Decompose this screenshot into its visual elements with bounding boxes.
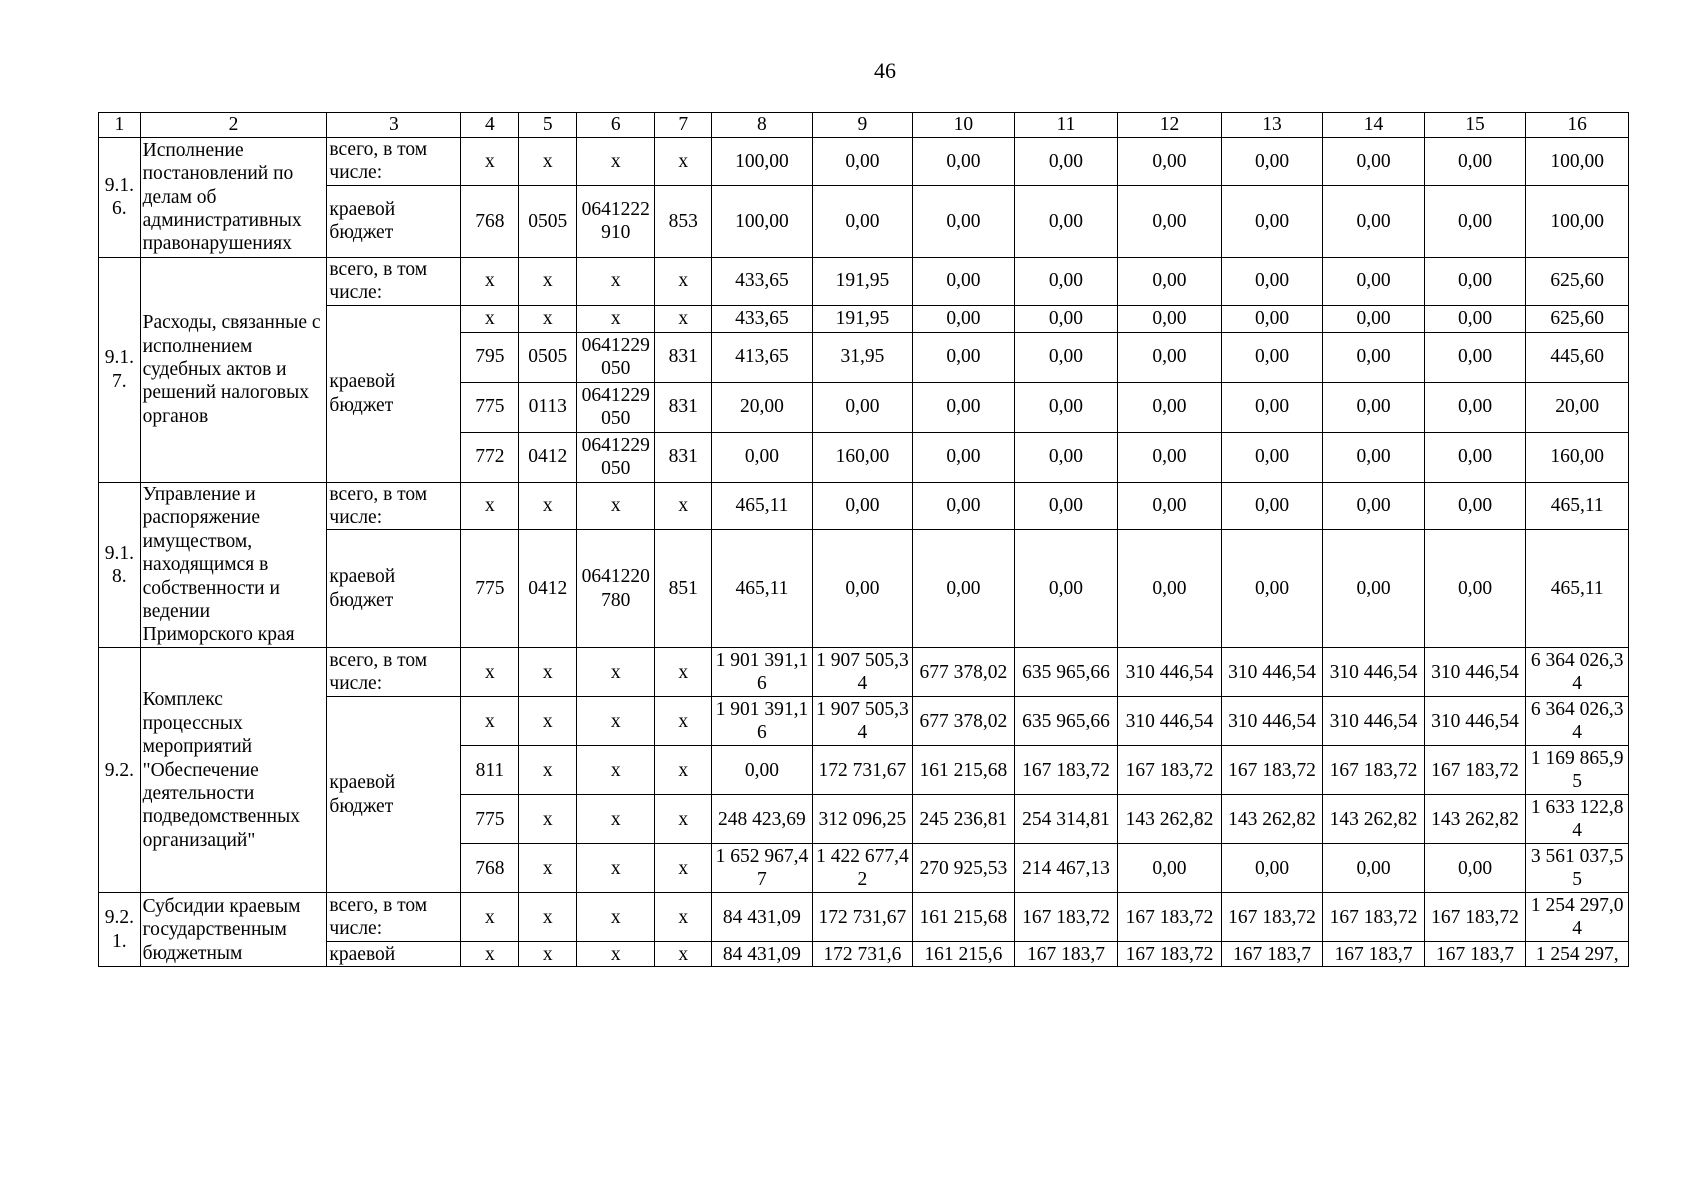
value-cell: 248 423,69 bbox=[712, 795, 813, 844]
page-number: 46 bbox=[874, 58, 896, 83]
budget-table bbox=[98, 112, 1629, 967]
code-cell: x bbox=[461, 305, 519, 332]
code-cell: x bbox=[577, 844, 655, 893]
code-cell: 0113 bbox=[519, 382, 577, 432]
table-row bbox=[99, 530, 1629, 648]
value-cell: 310 446,54 bbox=[1118, 697, 1222, 746]
value-cell: 310 446,54 bbox=[1221, 648, 1323, 697]
value-cell: 1 169 865,95 bbox=[1526, 746, 1629, 795]
code-cell: x bbox=[519, 305, 577, 332]
value-cell: 1 901 391,16 bbox=[712, 648, 813, 697]
code-cell: x bbox=[655, 746, 712, 795]
value-cell: 100,00 bbox=[712, 185, 813, 257]
header-cell: 3 bbox=[327, 113, 461, 138]
funding-source-cell: краевой bbox=[327, 942, 461, 967]
value-cell: 0,00 bbox=[712, 432, 813, 482]
value-cell: 0,00 bbox=[1118, 530, 1222, 648]
value-cell: 0,00 bbox=[1221, 138, 1323, 186]
value-cell: 310 446,54 bbox=[1424, 648, 1526, 697]
table-row bbox=[99, 648, 1629, 697]
code-cell: 831 bbox=[655, 432, 712, 482]
value-cell: 6 364 026,34 bbox=[1526, 697, 1629, 746]
code-cell: x bbox=[461, 893, 519, 942]
code-cell: 775 bbox=[461, 795, 519, 844]
value-cell: 172 731,6 bbox=[812, 942, 913, 967]
value-cell: 0,00 bbox=[812, 482, 913, 530]
code-cell: x bbox=[519, 893, 577, 942]
code-cell: x bbox=[519, 844, 577, 893]
value-cell: 0,00 bbox=[913, 185, 1015, 257]
value-cell: 3 561 037,55 bbox=[1526, 844, 1629, 893]
value-cell: 6 364 026,34 bbox=[1526, 648, 1629, 697]
code-cell: x bbox=[461, 648, 519, 697]
value-cell: 0,00 bbox=[913, 257, 1015, 305]
header-cell: 1 bbox=[99, 113, 141, 138]
value-cell: 143 262,82 bbox=[1323, 795, 1425, 844]
value-cell: 0,00 bbox=[1323, 844, 1425, 893]
section-name-cell: Исполнение постановлений по делам об административных правонарушениях bbox=[140, 138, 327, 258]
value-cell: 0,00 bbox=[1014, 185, 1118, 257]
value-cell: 0,00 bbox=[1424, 138, 1526, 186]
code-cell: 811 bbox=[461, 746, 519, 795]
value-cell: 0,00 bbox=[1221, 257, 1323, 305]
value-cell: 465,11 bbox=[712, 530, 813, 648]
code-cell: 795 bbox=[461, 332, 519, 382]
table-row bbox=[99, 893, 1629, 942]
code-cell: x bbox=[461, 257, 519, 305]
code-cell: x bbox=[655, 942, 712, 967]
value-cell: 0,00 bbox=[1221, 382, 1323, 432]
value-cell: 143 262,82 bbox=[1118, 795, 1222, 844]
value-cell: 310 446,54 bbox=[1323, 648, 1425, 697]
value-cell: 167 183,72 bbox=[1118, 893, 1222, 942]
value-cell: 635 965,66 bbox=[1014, 648, 1118, 697]
value-cell: 167 183,72 bbox=[1323, 893, 1425, 942]
value-cell: 84 431,09 bbox=[712, 893, 813, 942]
value-cell: 172 731,67 bbox=[812, 893, 913, 942]
value-cell: 172 731,67 bbox=[812, 746, 913, 795]
value-cell: 0,00 bbox=[913, 530, 1015, 648]
value-cell: 254 314,81 bbox=[1014, 795, 1118, 844]
value-cell: 167 183,72 bbox=[1221, 893, 1323, 942]
value-cell: 0,00 bbox=[913, 482, 1015, 530]
value-cell: 0,00 bbox=[1221, 844, 1323, 893]
code-cell: x bbox=[461, 697, 519, 746]
code-cell: x bbox=[655, 257, 712, 305]
code-cell: x bbox=[577, 795, 655, 844]
code-cell: x bbox=[577, 648, 655, 697]
value-cell: 433,65 bbox=[712, 305, 813, 332]
value-cell: 1 633 122,84 bbox=[1526, 795, 1629, 844]
value-cell: 310 446,54 bbox=[1424, 697, 1526, 746]
header-cell: 12 bbox=[1118, 113, 1222, 138]
table-row bbox=[99, 482, 1629, 530]
value-cell: 0,00 bbox=[1014, 482, 1118, 530]
value-cell: 100,00 bbox=[1526, 185, 1629, 257]
section-number-cell: 9.2. bbox=[99, 648, 141, 893]
value-cell: 0,00 bbox=[1014, 432, 1118, 482]
code-cell: 768 bbox=[461, 844, 519, 893]
section-name-cell: Комплекс процессных мероприятий "Обеспечение деятельности подведомственных организаций" bbox=[140, 648, 327, 893]
value-cell: 167 183,7 bbox=[1014, 942, 1118, 967]
table-row bbox=[99, 138, 1629, 186]
value-cell: 310 446,54 bbox=[1118, 648, 1222, 697]
value-cell: 413,65 bbox=[712, 332, 813, 382]
value-cell: 0,00 bbox=[1424, 257, 1526, 305]
code-cell: x bbox=[519, 795, 577, 844]
value-cell: 677 378,02 bbox=[913, 648, 1015, 697]
value-cell: 0,00 bbox=[1118, 844, 1222, 893]
funding-source-cell: всего, в том числе: bbox=[327, 257, 461, 305]
value-cell: 84 431,09 bbox=[712, 942, 813, 967]
value-cell: 0,00 bbox=[1323, 382, 1425, 432]
value-cell: 0,00 bbox=[1323, 257, 1425, 305]
code-cell: x bbox=[461, 482, 519, 530]
section-number-cell: 9.1.6. bbox=[99, 138, 141, 258]
code-cell: x bbox=[577, 305, 655, 332]
value-cell: 143 262,82 bbox=[1424, 795, 1526, 844]
code-cell: x bbox=[519, 138, 577, 186]
value-cell: 0,00 bbox=[1424, 382, 1526, 432]
section-number-cell: 9.1.8. bbox=[99, 482, 141, 648]
value-cell: 0,00 bbox=[1221, 305, 1323, 332]
code-cell: x bbox=[577, 482, 655, 530]
value-cell: 20,00 bbox=[712, 382, 813, 432]
value-cell: 161 215,68 bbox=[913, 893, 1015, 942]
value-cell: 167 183,72 bbox=[1424, 893, 1526, 942]
code-cell: 775 bbox=[461, 530, 519, 648]
header-cell: 7 bbox=[655, 113, 712, 138]
value-cell: 0,00 bbox=[812, 382, 913, 432]
value-cell: 0,00 bbox=[1424, 844, 1526, 893]
header-cell: 4 bbox=[461, 113, 519, 138]
value-cell: 161 215,6 bbox=[913, 942, 1015, 967]
value-cell: 1 652 967,47 bbox=[712, 844, 813, 893]
value-cell: 0,00 bbox=[913, 382, 1015, 432]
value-cell: 0,00 bbox=[1118, 185, 1222, 257]
funding-source-cell: краевой бюджет bbox=[327, 305, 461, 482]
code-cell: 0412 bbox=[519, 432, 577, 482]
header-cell: 13 bbox=[1221, 113, 1323, 138]
section-name-cell: Субсидии краевым государственным бюджетным bbox=[140, 893, 327, 967]
value-cell: 0,00 bbox=[712, 746, 813, 795]
value-cell: 1 254 297, bbox=[1526, 942, 1629, 967]
value-cell: 677 378,02 bbox=[913, 697, 1015, 746]
value-cell: 1 901 391,16 bbox=[712, 697, 813, 746]
code-cell: 851 bbox=[655, 530, 712, 648]
code-cell: x bbox=[655, 482, 712, 530]
value-cell: 167 183,7 bbox=[1221, 942, 1323, 967]
header-cell: 6 bbox=[577, 113, 655, 138]
value-cell: 625,60 bbox=[1526, 305, 1629, 332]
value-cell: 191,95 bbox=[812, 305, 913, 332]
value-cell: 191,95 bbox=[812, 257, 913, 305]
code-cell: x bbox=[519, 942, 577, 967]
code-cell: x bbox=[519, 482, 577, 530]
code-cell: x bbox=[655, 795, 712, 844]
value-cell: 0,00 bbox=[812, 185, 913, 257]
value-cell: 1 907 505,34 bbox=[812, 697, 913, 746]
value-cell: 0,00 bbox=[1014, 332, 1118, 382]
value-cell: 143 262,82 bbox=[1221, 795, 1323, 844]
value-cell: 0,00 bbox=[1323, 185, 1425, 257]
value-cell: 100,00 bbox=[1526, 138, 1629, 186]
value-cell: 0,00 bbox=[1014, 257, 1118, 305]
value-cell: 635 965,66 bbox=[1014, 697, 1118, 746]
code-cell: 0641229050 bbox=[577, 432, 655, 482]
code-cell: x bbox=[519, 648, 577, 697]
value-cell: 245 236,81 bbox=[913, 795, 1015, 844]
value-cell: 465,11 bbox=[712, 482, 813, 530]
code-cell: x bbox=[655, 844, 712, 893]
code-cell: x bbox=[655, 138, 712, 186]
value-cell: 0,00 bbox=[1323, 332, 1425, 382]
section-name-cell: Расходы, связанные с исполнением судебных актов и решений налоговых органов bbox=[140, 257, 327, 482]
value-cell: 0,00 bbox=[1014, 305, 1118, 332]
code-cell: 768 bbox=[461, 185, 519, 257]
value-cell: 445,60 bbox=[1526, 332, 1629, 382]
code-cell: x bbox=[461, 942, 519, 967]
value-cell: 465,11 bbox=[1526, 482, 1629, 530]
value-cell: 310 446,54 bbox=[1323, 697, 1425, 746]
code-cell: 0641220780 bbox=[577, 530, 655, 648]
code-cell: x bbox=[577, 138, 655, 186]
code-cell: x bbox=[519, 697, 577, 746]
funding-source-cell: краевой бюджет bbox=[327, 697, 461, 893]
value-cell: 167 183,72 bbox=[1014, 893, 1118, 942]
value-cell: 0,00 bbox=[1424, 482, 1526, 530]
code-cell: x bbox=[655, 648, 712, 697]
value-cell: 312 096,25 bbox=[812, 795, 913, 844]
value-cell: 100,00 bbox=[712, 138, 813, 186]
value-cell: 20,00 bbox=[1526, 382, 1629, 432]
header-cell: 10 bbox=[913, 113, 1015, 138]
value-cell: 214 467,13 bbox=[1014, 844, 1118, 893]
value-cell: 167 183,72 bbox=[1221, 746, 1323, 795]
header-cell: 2 bbox=[140, 113, 327, 138]
value-cell: 31,95 bbox=[812, 332, 913, 382]
value-cell: 0,00 bbox=[1424, 305, 1526, 332]
section-number-cell: 9.2.1. bbox=[99, 893, 141, 967]
table-row bbox=[99, 305, 1629, 332]
table-row bbox=[99, 942, 1629, 967]
value-cell: 0,00 bbox=[1323, 432, 1425, 482]
section-name-cell: Управление и распоряжение имуществом, находящимся в собственности и ведении Приморского края bbox=[140, 482, 327, 648]
header-cell: 5 bbox=[519, 113, 577, 138]
code-cell: 775 bbox=[461, 382, 519, 432]
value-cell: 0,00 bbox=[1323, 482, 1425, 530]
value-cell: 0,00 bbox=[1118, 332, 1222, 382]
value-cell: 625,60 bbox=[1526, 257, 1629, 305]
section-number-cell: 9.1.7. bbox=[99, 257, 141, 482]
value-cell: 0,00 bbox=[1323, 138, 1425, 186]
table-row bbox=[99, 257, 1629, 305]
value-cell: 0,00 bbox=[1221, 530, 1323, 648]
value-cell: 0,00 bbox=[1118, 305, 1222, 332]
code-cell: 0641229050 bbox=[577, 332, 655, 382]
value-cell: 0,00 bbox=[1323, 305, 1425, 332]
value-cell: 0,00 bbox=[1118, 257, 1222, 305]
value-cell: 0,00 bbox=[1424, 332, 1526, 382]
value-cell: 167 183,72 bbox=[1014, 746, 1118, 795]
value-cell: 1 422 677,42 bbox=[812, 844, 913, 893]
value-cell: 0,00 bbox=[1014, 530, 1118, 648]
value-cell: 0,00 bbox=[812, 138, 913, 186]
code-cell: x bbox=[461, 138, 519, 186]
value-cell: 0,00 bbox=[913, 432, 1015, 482]
header-cell: 9 bbox=[812, 113, 913, 138]
code-cell: x bbox=[577, 746, 655, 795]
code-cell: x bbox=[577, 697, 655, 746]
code-cell: 0505 bbox=[519, 185, 577, 257]
code-cell: x bbox=[519, 746, 577, 795]
value-cell: 167 183,72 bbox=[1323, 746, 1425, 795]
code-cell: 831 bbox=[655, 332, 712, 382]
value-cell: 0,00 bbox=[812, 530, 913, 648]
value-cell: 161 215,68 bbox=[913, 746, 1015, 795]
value-cell: 0,00 bbox=[1014, 138, 1118, 186]
code-cell: 772 bbox=[461, 432, 519, 482]
code-cell: 0641222910 bbox=[577, 185, 655, 257]
value-cell: 167 183,72 bbox=[1424, 746, 1526, 795]
value-cell: 433,65 bbox=[712, 257, 813, 305]
code-cell: 0505 bbox=[519, 332, 577, 382]
value-cell: 270 925,53 bbox=[913, 844, 1015, 893]
header-row bbox=[99, 113, 1629, 138]
value-cell: 1 254 297,04 bbox=[1526, 893, 1629, 942]
value-cell: 0,00 bbox=[1323, 530, 1425, 648]
value-cell: 0,00 bbox=[1221, 482, 1323, 530]
value-cell: 0,00 bbox=[1221, 185, 1323, 257]
code-cell: x bbox=[655, 305, 712, 332]
header-cell: 15 bbox=[1424, 113, 1526, 138]
value-cell: 0,00 bbox=[1424, 530, 1526, 648]
value-cell: 167 183,7 bbox=[1424, 942, 1526, 967]
value-cell: 1 907 505,34 bbox=[812, 648, 913, 697]
header-cell: 14 bbox=[1323, 113, 1425, 138]
value-cell: 0,00 bbox=[1014, 382, 1118, 432]
value-cell: 167 183,7 bbox=[1323, 942, 1425, 967]
value-cell: 0,00 bbox=[1424, 185, 1526, 257]
funding-source-cell: всего, в том числе: bbox=[327, 482, 461, 530]
value-cell: 465,11 bbox=[1526, 530, 1629, 648]
code-cell: x bbox=[577, 257, 655, 305]
value-cell: 160,00 bbox=[812, 432, 913, 482]
funding-source-cell: краевой бюджет bbox=[327, 185, 461, 257]
value-cell: 160,00 bbox=[1526, 432, 1629, 482]
value-cell: 0,00 bbox=[1118, 432, 1222, 482]
table-row bbox=[99, 697, 1629, 746]
code-cell: x bbox=[519, 257, 577, 305]
value-cell: 167 183,72 bbox=[1118, 942, 1222, 967]
code-cell: x bbox=[577, 893, 655, 942]
code-cell: x bbox=[655, 697, 712, 746]
code-cell: 831 bbox=[655, 382, 712, 432]
code-cell: x bbox=[577, 942, 655, 967]
value-cell: 0,00 bbox=[1221, 332, 1323, 382]
value-cell: 0,00 bbox=[1221, 432, 1323, 482]
header-cell: 8 bbox=[712, 113, 813, 138]
header-cell: 11 bbox=[1014, 113, 1118, 138]
value-cell: 0,00 bbox=[1118, 482, 1222, 530]
value-cell: 0,00 bbox=[1118, 382, 1222, 432]
code-cell: 0412 bbox=[519, 530, 577, 648]
header-cell: 16 bbox=[1526, 113, 1629, 138]
value-cell: 0,00 bbox=[913, 305, 1015, 332]
funding-source-cell: всего, в том числе: bbox=[327, 648, 461, 697]
value-cell: 0,00 bbox=[1118, 138, 1222, 186]
table-row bbox=[99, 185, 1629, 257]
code-cell: x bbox=[655, 893, 712, 942]
funding-source-cell: всего, в том числе: bbox=[327, 138, 461, 186]
funding-source-cell: всего, в том числе: bbox=[327, 893, 461, 942]
value-cell: 167 183,72 bbox=[1118, 746, 1222, 795]
value-cell: 0,00 bbox=[1424, 432, 1526, 482]
code-cell: 0641229050 bbox=[577, 382, 655, 432]
value-cell: 0,00 bbox=[913, 138, 1015, 186]
value-cell: 0,00 bbox=[913, 332, 1015, 382]
code-cell: 853 bbox=[655, 185, 712, 257]
value-cell: 310 446,54 bbox=[1221, 697, 1323, 746]
funding-source-cell: краевой бюджет bbox=[327, 530, 461, 648]
